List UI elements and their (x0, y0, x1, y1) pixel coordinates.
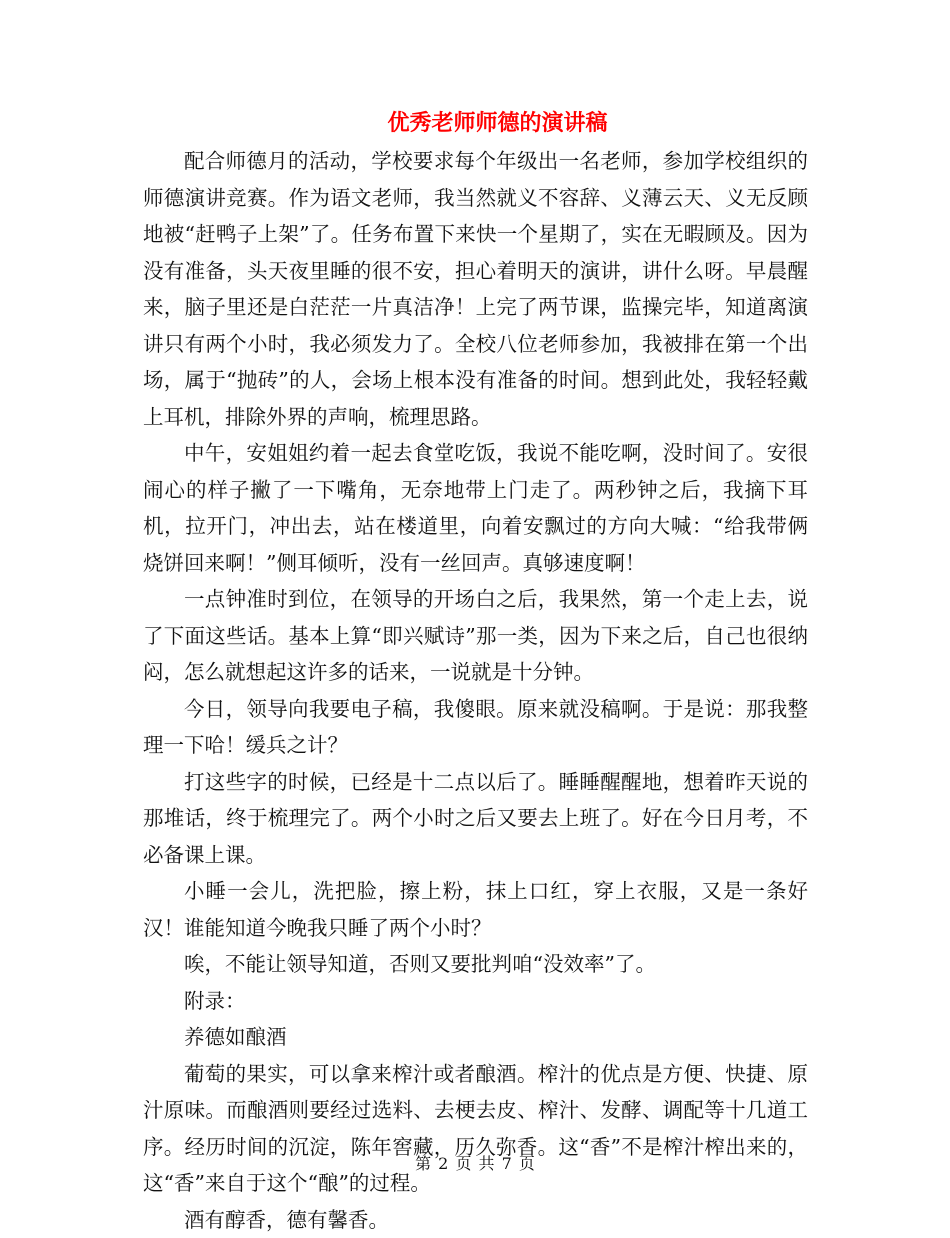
paragraph: 打这些字的时候，已经是十二点以后了。睡睡醒醒地，想着昨天说的那堆话，终于梳理完了。两个小时之后又要去上班了。好在今日月考，不必备课上课。 (143, 764, 808, 874)
appendix-label: 附录： (143, 983, 808, 1020)
paragraph: 酒有醇香，德有馨香。 (143, 1202, 808, 1238)
paragraph: 小睡一会儿，洗把脸，擦上粉，抹上口红，穿上衣服，又是一条好汉！谁能知道今晚我只睡了两个小时？ (143, 873, 808, 946)
paragraph: 一点钟准时到位，在领导的开场白之后，我果然，第一个走上去，说了下面这些话。基本上算“即兴赋诗”那一类，因为下来之后，自己也很纳闷，怎么就想起这许多的话来，一说就是十分钟。 (143, 581, 808, 691)
paragraph: 葡萄的果实，可以拿来榨汁或者酿酒。榨汁的优点是方便、快捷、原汁原味。而酿酒则要经过选料、去梗去皮、榨汁、发酵、调配等十几道工序。经历时间的沉淀，陈年窖藏，历久弥香。这“香”不是榨汁榨出来的，这“香”来自于这个“酿”的过程。 (143, 1056, 808, 1202)
paragraph: 唉，不能让领导知道，否则又要批判咱“没效率”了。 (143, 946, 808, 983)
appendix-heading: 养德如酿酒 (143, 1019, 808, 1056)
paragraph: 中午，安姐姐约着一起去食堂吃饭，我说不能吃啊，没时间了。安很闹心的样子撇了一下嘴角，无奈地带上门走了。两秒钟之后，我摘下耳机，拉开门，冲出去，站在楼道里，向着安飘过的方向大喊：“给我带俩烧饼回来啊！”侧耳倾听，没有一丝回声。真够速度啊！ (143, 435, 808, 581)
document-title: 优秀老师师德的演讲稿 (0, 108, 950, 140)
document-body (143, 143, 808, 1238)
paragraph: 今日，领导向我要电子稿，我傻眼。原来就没稿啊。于是说：那我整理一下哈！缓兵之计？ (143, 691, 808, 764)
paragraph: 配合师德月的活动，学校要求每个年级出一名老师，参加学校组织的师德演讲竞赛。作为语文老师，我当然就义不容辞、义薄云天、义无反顾地被“赶鸭子上架”了。任务布置下来快一个星期了，实在无暇顾及。因为没有准备，头天夜里睡的很不安，担心着明天的演讲，讲什么呀。早晨醒来，脑子里还是白茫茫一片真洁净！上完了两节课，监操完毕，知道离演讲只有两个小时，我必须发力了。全校八位老师参加，我被排在第一个出场，属于“抛砖”的人，会场上根本没有准备的时间。想到此处，我轻轻戴上耳机，排除外界的声响，梳理思路。 (143, 143, 808, 435)
page-footer: 第 2 页 共 7 页 (0, 1153, 950, 1175)
